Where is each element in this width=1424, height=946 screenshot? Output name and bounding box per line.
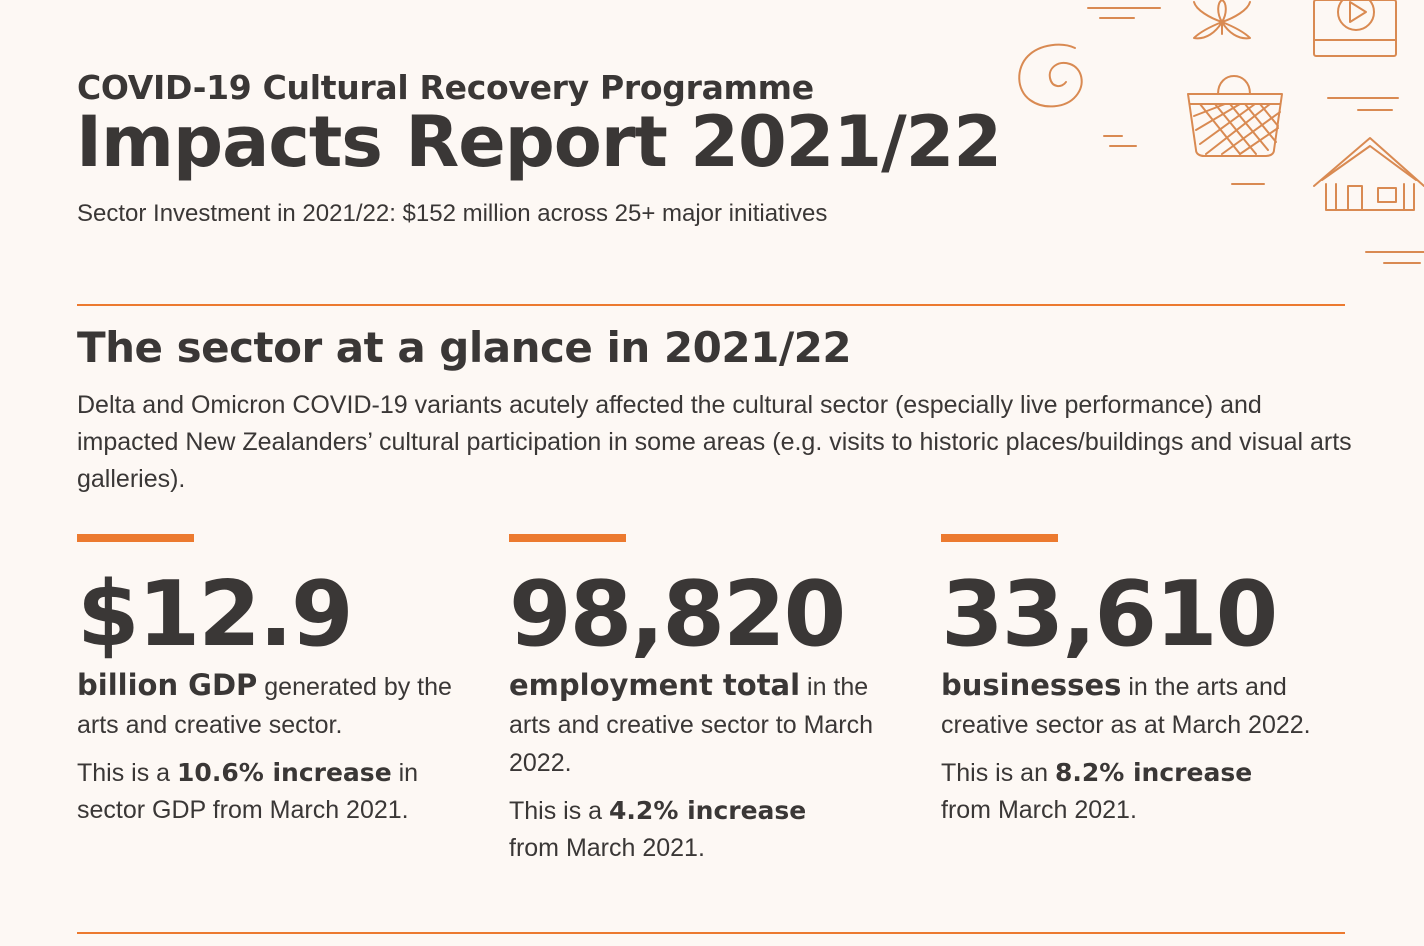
stat-figure: 98,820 [509,562,845,667]
stat-figure: 33,610 [941,562,1277,667]
programme-kicker: COVID-19 Cultural Recovery Programme [77,68,814,107]
stat-description [77,666,457,744]
section-heading: The sector at a glance in 2021/22 [77,323,852,372]
stat-change-prefix: This is a [509,797,610,825]
stat-figure: $12.9 [77,562,352,667]
investment-subtitle: Sector Investment in 2021/22: $152 million across 25+ major initiatives [77,200,828,227]
stat-change-bold: 10.6% increase [177,758,392,787]
stat-accent-bar [941,534,1058,542]
stat-label-bold: billion GDP [77,668,258,702]
stat-accent-bar [77,534,194,542]
stat-businesses [941,534,1321,829]
stat-label-bold: employment total [509,668,801,702]
stat-change-bold: 8.2% increase [1054,758,1253,787]
stat-label-bold: businesses [941,668,1122,702]
section-intro: Delta and Omicron COVID-19 variants acutely affected the cultural sector (especially live performance) and impacted New Zealanders’ cultural participation in some areas (e.g. visits to historic places/buildings and visual arts galleries). [77,391,1352,493]
stat-description [941,666,1321,744]
section-divider-top [77,304,1345,306]
stat-change-prefix: This is a [77,759,178,787]
video-screen-play-icon [1314,0,1396,56]
stat-description [509,666,889,782]
stat-change-suffix: in sector GDP from March 2021. [77,759,419,824]
stat-change-suffix: from March 2021. [509,834,705,862]
stat-employment [509,534,889,867]
stat-change [509,792,889,867]
stat-change [941,754,1321,829]
stat-change-prefix: This is an [941,759,1055,787]
stat-change [77,754,457,829]
stat-change-bold: 4.2% increase [609,796,807,825]
wharenui-house-icon [1314,138,1424,210]
stat-gdp [77,534,457,829]
stat-label-rest: generated by the arts and creative sector. [77,673,452,739]
stat-label-rest: in the arts and creative sector to March 2022. [509,673,874,777]
stat-label-rest: in the arts and creative sector as at March 2022. [941,673,1311,739]
koru-spiral-icon [1019,45,1081,107]
flower-icon [1194,0,1250,38]
stat-change-suffix: from March 2021. [941,796,1137,824]
section-divider-bottom [77,932,1345,934]
stat-accent-bar [509,534,626,542]
page-title: Impacts Report 2021/22 [76,101,1002,183]
woven-kete-basket-icon [1188,76,1282,156]
decorative-illustrations [1000,0,1424,270]
